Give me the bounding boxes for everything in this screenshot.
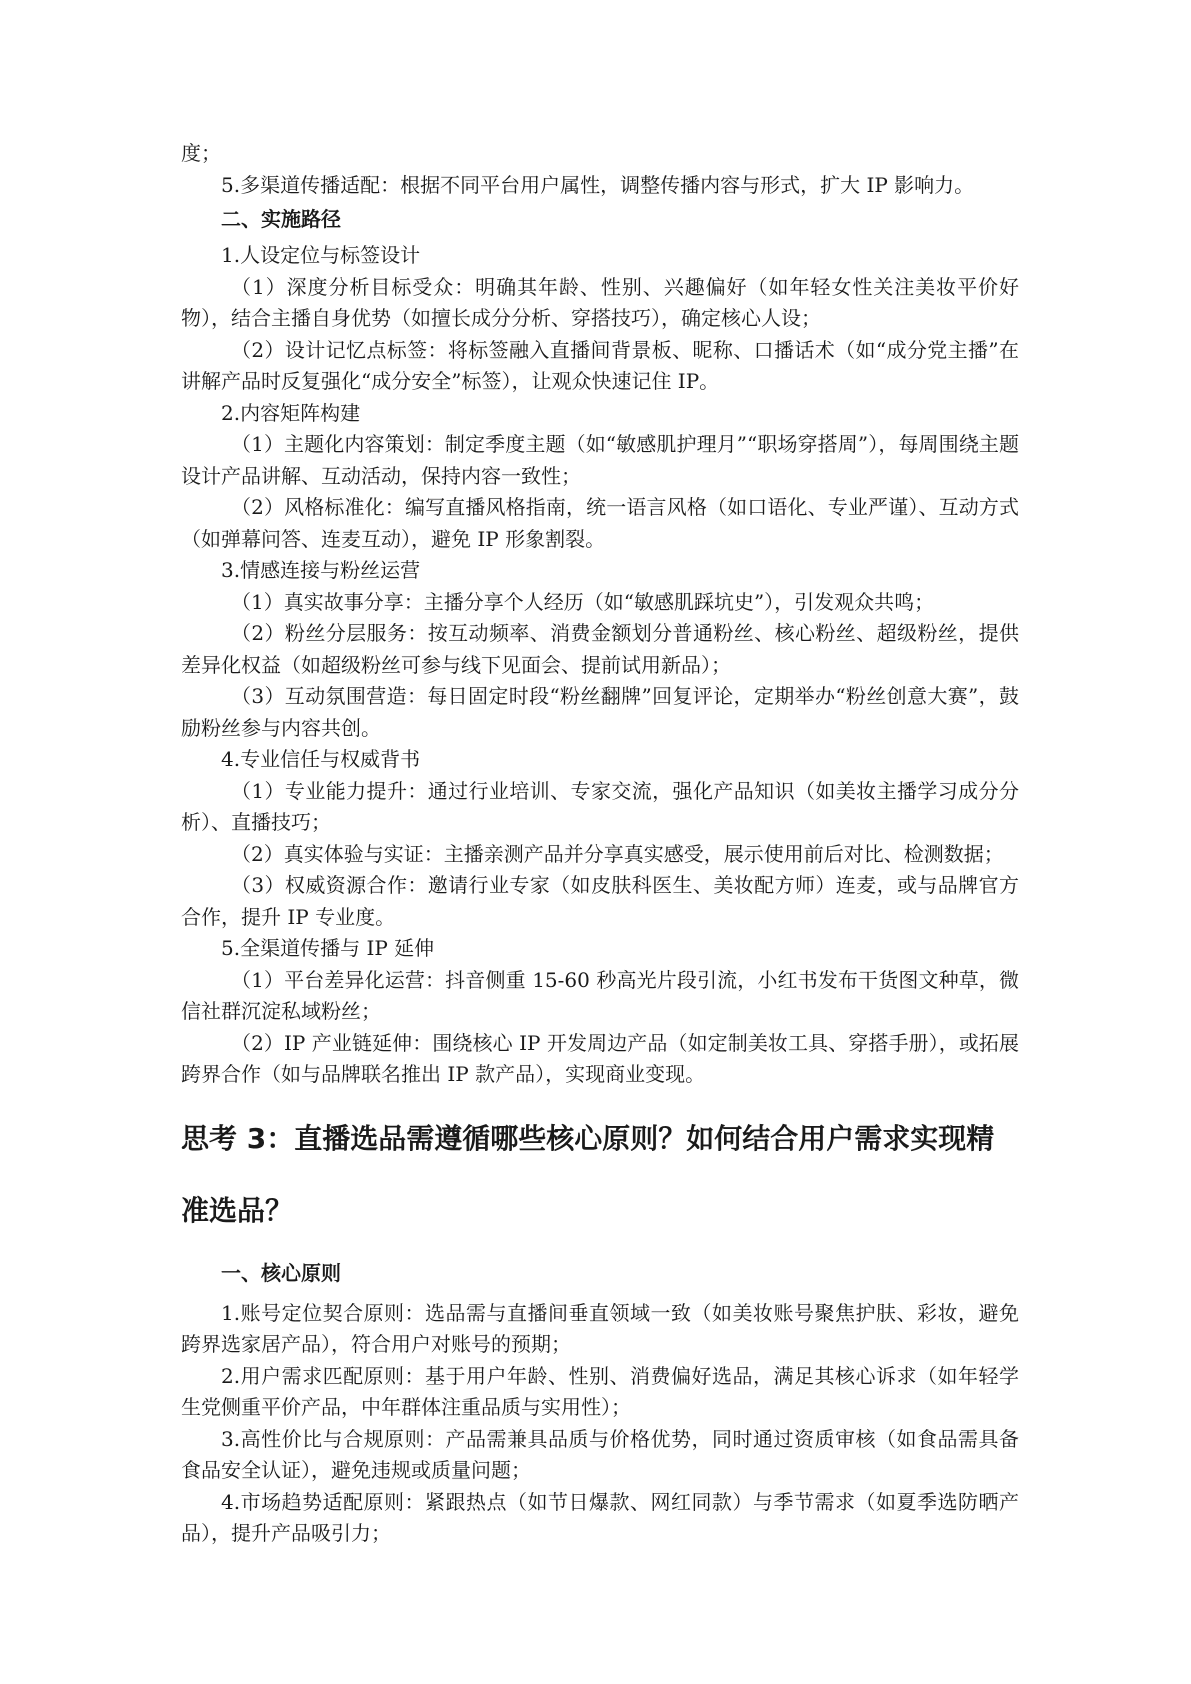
paragraph-expert-cooperation: （3）权威资源合作：邀请行业专家（如皮肤科医生、美妆配方师）连麦，或与品牌官方合作，提升 IP 专业度。 (181, 873, 1019, 929)
paragraph-interaction: （3）互动氛围营造：每日固定时段“粉丝翻牌”回复评论，定期举办“粉丝创意大赛”，鼓励粉丝参与内容共创。 (181, 684, 1019, 740)
continuation-text: 度； (181, 141, 221, 165)
paragraph-principle-2: 2.用户需求匹配原则：基于用户年龄、性别、消费偏好选品，满足其核心诉求（如年轻学生党侧重平价产品，中年群体注重品质与实用性）； (181, 1363, 1019, 1419)
paragraph-platform-ops: （1）平台差异化运营：抖音侧重 15-60 秒高光片段引流，小红书发布干货图文种草，微信社群沉淀私域粉丝； (181, 967, 1019, 1023)
page-content (181, 138, 1019, 1550)
paragraph-fan-tiers: （2）粉丝分层服务：按互动频率、消费金额划分普通粉丝、核心粉丝、超级粉丝，提供差异化权益（如超级粉丝可参与线下见面会、提前试用新品）； (181, 621, 1019, 677)
paragraph-principle-3: 3.高性价比与合规原则：产品需兼具品质与价格优势，同时通过资质审核（如食品需具备食品安全认证），避免违规或质量问题； (181, 1426, 1019, 1482)
paragraph-true-story: （1）真实故事分享：主播分享个人经历（如“敏感肌踩坑史”），引发观众共鸣； (231, 589, 935, 614)
subheading-fan-operation: 3.情感连接与粉丝运营 (221, 558, 421, 582)
heading-core-principles: 一、核心原则 (221, 1260, 341, 1285)
paragraph-audience-analysis: （1）深度分析目标受众：明确其年龄、性别、兴趣偏好（如年轻女性关注美妆平价好物），结合主播自身优势（如擅长成分分析、穿搭技巧），确定核心人设； (181, 274, 1019, 330)
paragraph-skill-improve: （1）专业能力提升：通过行业培训、专家交流，强化产品知识（如美妆主播学习成分分析）、直播技巧； (181, 778, 1019, 834)
heading-implementation-path: 二、实施路径 (221, 207, 341, 231)
paragraph-multichannel: 5.多渠道传播适配：根据不同平台用户属性，调整传播内容与形式，扩大 IP 影响力。 (221, 172, 975, 197)
question-3-title: 思考 3：直播选品需遵循哪些核心原则？如何结合用户需求实现精准选品？ (181, 1121, 995, 1227)
paragraph-style-standard: （2）风格标准化：编写直播风格指南，统一语言风格（如口语化、专业严谨）、互动方式（如弹幕问答、连麦互动），避免 IP 形象割裂。 (181, 495, 1019, 551)
paragraph-memory-tags: （2）设计记忆点标签：将标签融入直播间背景板、昵称、口播话术（如“成分党主播”在讲解产品时反复强化“成分安全”标签），让观众快速记住 IP。 (181, 337, 1019, 393)
subheading-content-matrix: 2.内容矩阵构建 (221, 400, 361, 425)
paragraph-real-experience: （2）真实体验与实证：主播亲测产品并分享真实感受，展示使用前后对比、检测数据； (231, 841, 1004, 866)
subheading-omnichannel: 5.全渠道传播与 IP 延伸 (221, 936, 435, 960)
subheading-authority: 4.专业信任与权威背书 (221, 747, 421, 771)
paragraph-principle-4: 4.市场趋势适配原则：紧跟热点（如节日爆款、网红同款）与季节需求（如夏季选防晒产品），提升产品吸引力； (181, 1489, 1019, 1545)
subheading-persona: 1.人设定位与标签设计 (221, 243, 421, 267)
paragraph-theme-planning: （1）主题化内容策划：制定季度主题（如“敏感肌护理月”“职场穿搭周”），每周围绕主题设计产品讲解、互动活动，保持内容一致性； (181, 432, 1019, 488)
paragraph-principle-1: 1.账号定位契合原则：选品需与直播间垂直领域一致（如美妆账号聚焦护肤、彩妆，避免跨界选家居产品），符合用户对账号的预期； (181, 1300, 1019, 1356)
paragraph-ip-extension: （2）IP 产业链延伸：围绕核心 IP 开发周边产品（如定制美妆工具、穿搭手册），或拓展跨界合作（如与品牌联名推出 IP 款产品），实现商业变现。 (181, 1030, 1019, 1086)
